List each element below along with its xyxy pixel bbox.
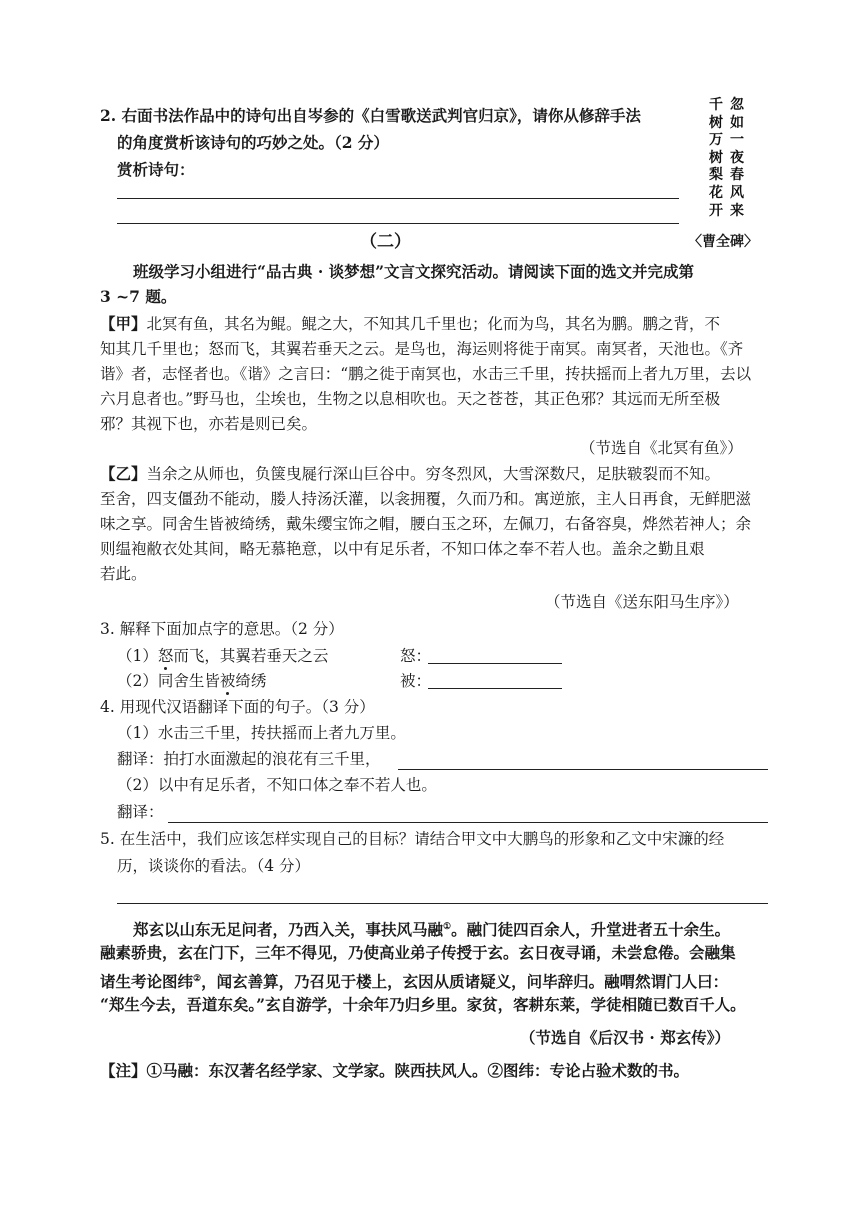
q4-answer-1-line[interactable] [398,769,768,770]
q3-dotted-char-2: 被 [219,672,236,690]
bing-note-ref-2: ② [193,974,202,984]
yi-line-3: 味之享。同舍生皆被绮绣，戴朱缨宝饰之帽，腰白玉之环，左佩刀，右备容臭，烨然若神人；余 [100,515,752,533]
q3-item-1 [117,646,328,666]
q4-item-2: （2）以中有足乐者，不知口体之奉不若人也。 [117,776,437,794]
q2-line-2: 的角度赏析该诗句的巧妙之处。（2 分） [117,133,389,152]
yi-text-1: 当余之从师也，负箧曳屣行深山巨谷中。穷冬烈风，大雪深数尺，足肤皲裂而不知。 [146,465,721,483]
bing-note: 【注】①马融：东汉著名经学家、文学家。陕西扶风人。②图纬：专论占验术数的书。 [100,1061,690,1080]
q5-line-2: 历，谈谈你的看法。（4 分） [117,857,311,875]
bing-text-3b: ，闻玄善算，乃召见于楼上，玄因从质诸疑义，问毕辞归。融喟然谓门人曰： [201,972,729,992]
yi-line-5: 若此。 [100,565,147,583]
q3-item-2-prefix: （2）同舍生皆 [117,672,220,690]
q3-item-2-rest: 绮绣 [235,672,267,690]
q3-answer-1-line[interactable] [428,663,562,664]
calligraphy-credit: 〈曹全碑〉 [688,234,758,250]
bing-line-1 [133,917,730,940]
q3-label-1: 怒： [400,647,432,665]
q4-item-1: （1）水击三千里，抟扶摇而上者九万里。 [117,724,406,742]
jia-line-3: 谐》者，志怪者也。《谐》之言曰：“鹏之徙于南冥也，水击三千里，抟扶摇而上者九万里，去以 [100,365,752,383]
jia-line-1 [100,314,720,334]
section-heading: （二） [360,232,411,252]
bing-text-1b: 。融门徒四百余人，升堂进者五十余生。 [451,920,731,940]
section-intro-1: 班级学习小组进行“品古典 · 谈梦想”文言文探究活动。请阅读下面的选文并完成第 [133,262,695,281]
q5-answer-line[interactable] [117,903,768,904]
jia-text-1: 北冥有鱼，其名为鲲。鲲之大，不知其几千里也；化而为鸟，其名为鹏。鹏之背，不 [146,315,721,333]
yi-line-1 [100,464,720,484]
q2-answer-line-1[interactable] [117,198,679,199]
q3-item-2 [117,671,266,691]
calligraphy-column-1: 忽如一夜春风来 [730,97,744,219]
yi-tag: 【乙】 [100,464,147,483]
q3-label-2: 被： [400,672,432,690]
bing-text-3a: 诸生考论图纬 [100,972,194,992]
bing-line-4: “郑生今去，吾道东矣。”玄自游学，十余年乃归乡里。家贫，客耕东莱，学徒相随已数百千人。 [100,995,746,1014]
yi-line-2: 至舍，四支僵劲不能动，媵人持汤沃灌，以衾拥覆，久而乃和。寓逆旅，主人日再食，无鲜肥滋 [100,490,752,508]
jia-tag: 【甲】 [100,314,147,333]
q4-answer-2-line[interactable] [168,822,768,823]
yi-source: （节选自《送东阳马生序》） [545,593,739,611]
jia-source: （节选自《北冥有鱼》） [580,439,743,457]
bing-source: （节选自《后汉书 · 郑玄传》） [520,1028,730,1047]
q2-line-1: 2. 右面书法作品中的诗句出自岑参的《白雪歌送武判官归京》，请你从修辞手法 [100,106,641,125]
section-intro-2: 3 ~7 题。 [100,287,177,306]
q4-title: 4. 用现代汉语翻译下面的句子。（3 分） [100,698,375,716]
yi-line-4: 则缊袍敝衣处其间，略无慕艳意，以中有足乐者，不知口体之奉不若人也。盖余之勤且艰 [100,540,705,558]
q3-title: 3. 解释下面加点字的意思。（2 分） [100,620,344,638]
q4-answer-2: 翻译： [117,803,164,821]
q4-answer-1: 翻译：拍打水面激起的浪花有三千里， [117,750,381,768]
jia-line-5: 邪？其视下也，亦若是则已矣。 [100,415,318,433]
q2-prompt: 赏析诗句： [117,160,195,179]
q3-answer-2-line[interactable] [428,688,562,689]
calligraphy-column-2: 千树万树梨花开 [709,97,723,219]
q3-dotted-char-1: 怒 [157,647,174,665]
q2-answer-line-2[interactable] [117,223,679,224]
bing-text-1a: 郑玄以山东无足问者，乃西入关，事扶风马融 [133,920,444,940]
bing-line-2: 融素骄贵，玄在门下，三年不得见，乃使高业弟子传授于玄。玄日夜寻诵，未尝怠倦。会融集 [100,943,736,962]
q3-item-1-rest: 而飞，其翼若垂天之云 [173,647,329,665]
jia-line-4: 六月息者也。”野马也，尘埃也，生物之以息相吹也。天之苍苍，其正色邪？其远而无所至极 [100,390,721,408]
bing-note-ref-1: ① [443,922,452,932]
jia-line-2: 知其几千里也；怒而飞，其翼若垂天之云。是鸟也，海运则将徙于南冥。南冥者，天池也。《齐 [100,340,744,358]
q3-item-1-prefix: （1） [117,647,158,665]
bing-line-3 [100,969,728,992]
q5-line-1: 5. 在生活中，我们应该怎样实现自己的目标？请结合甲文中大鹏鸟的形象和乙文中宋濂的经 [100,830,725,848]
